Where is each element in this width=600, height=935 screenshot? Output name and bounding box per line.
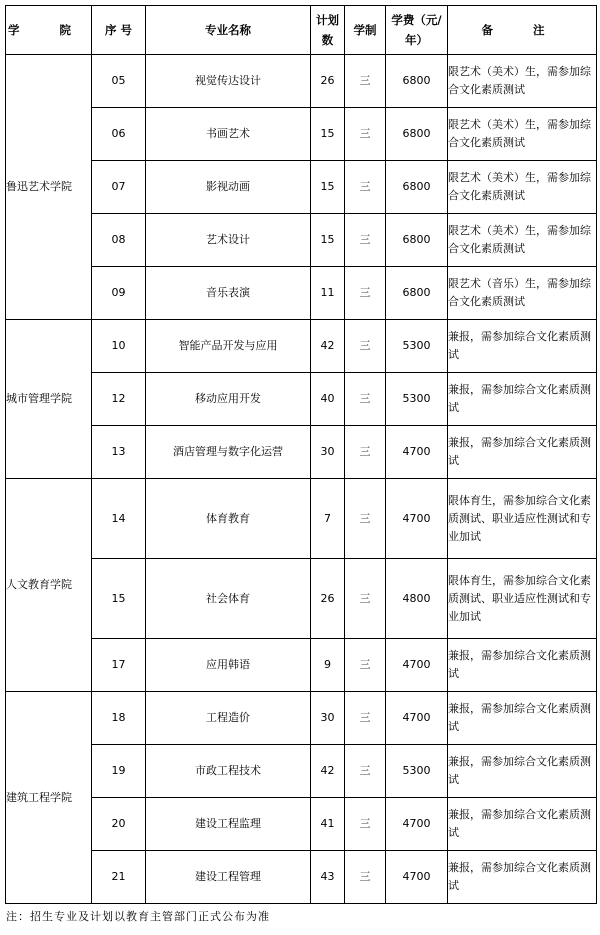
major-cell: 视觉传达设计: [146, 55, 311, 108]
years-cell: 三: [345, 55, 386, 108]
fee-cell: 6800: [386, 161, 448, 214]
major-cell: 工程造价: [146, 692, 311, 745]
years-cell: 三: [345, 214, 386, 267]
fee-cell: 4700: [386, 479, 448, 559]
years-cell: 三: [345, 559, 386, 639]
table-row: [6, 108, 597, 161]
footnote: 注：招生专业及计划以教育主管部门正式公布为准: [6, 910, 270, 923]
fee-cell: 4700: [386, 851, 448, 904]
fee-cell: 4700: [386, 692, 448, 745]
seq-cell: 09: [92, 267, 146, 320]
years-cell: 三: [345, 851, 386, 904]
fee-cell: 6800: [386, 214, 448, 267]
plan-cell: 11: [311, 267, 345, 320]
table-row: [6, 161, 597, 214]
seq-cell: 15: [92, 559, 146, 639]
plan-cell: 26: [311, 559, 345, 639]
years-cell: 三: [345, 479, 386, 559]
major-cell: 酒店管理与数字化运营: [146, 426, 311, 479]
seq-cell: 06: [92, 108, 146, 161]
table-body: [6, 55, 597, 904]
table-row: [6, 55, 597, 108]
remark-cell: 限艺术（美术）生，需参加综合文化素质测试: [448, 108, 597, 161]
plan-cell: 41: [311, 798, 345, 851]
major-cell: 书画艺术: [146, 108, 311, 161]
major-cell: 社会体育: [146, 559, 311, 639]
fee-cell: 5300: [386, 320, 448, 373]
header-college: 学 院: [6, 6, 92, 55]
years-cell: 三: [345, 692, 386, 745]
fee-cell: 6800: [386, 55, 448, 108]
table-row: [6, 692, 597, 745]
plan-cell: 15: [311, 161, 345, 214]
fee-cell: 6800: [386, 108, 448, 161]
table-row: [6, 639, 597, 692]
header-years: 学制: [345, 6, 386, 55]
remark-cell: 限艺术（美术）生，需参加综合文化素质测试: [448, 161, 597, 214]
table-row: [6, 426, 597, 479]
header-fee: 学费（元/年）: [386, 6, 448, 55]
plan-cell: 42: [311, 745, 345, 798]
college-cell: 鲁迅艺术学院: [6, 55, 92, 320]
fee-cell: 4700: [386, 426, 448, 479]
table-row: [6, 851, 597, 904]
years-cell: 三: [345, 373, 386, 426]
table-row: [6, 479, 597, 559]
seq-cell: 13: [92, 426, 146, 479]
plan-cell: 43: [311, 851, 345, 904]
remark-cell: 限艺术（美术）生，需参加综合文化素质测试: [448, 214, 597, 267]
major-cell: 建设工程管理: [146, 851, 311, 904]
seq-cell: 10: [92, 320, 146, 373]
table-row: [6, 798, 597, 851]
major-cell: 移动应用开发: [146, 373, 311, 426]
table-row: [6, 373, 597, 426]
years-cell: 三: [345, 426, 386, 479]
enrollment-plan-table: [5, 5, 597, 904]
seq-cell: 21: [92, 851, 146, 904]
plan-cell: 30: [311, 426, 345, 479]
remark-cell: 兼报，需参加综合文化素质测试: [448, 373, 597, 426]
seq-cell: 12: [92, 373, 146, 426]
header-plan: 计划数: [311, 6, 345, 55]
fee-cell: 4700: [386, 639, 448, 692]
remark-cell: 兼报，需参加综合文化素质测试: [448, 320, 597, 373]
header-remark: 备 注: [448, 6, 597, 55]
table-row: [6, 214, 597, 267]
fee-cell: 6800: [386, 267, 448, 320]
years-cell: 三: [345, 798, 386, 851]
table-row: [6, 559, 597, 639]
plan-cell: 15: [311, 108, 345, 161]
seq-cell: 19: [92, 745, 146, 798]
table-row: [6, 320, 597, 373]
years-cell: 三: [345, 320, 386, 373]
major-cell: 智能产品开发与应用: [146, 320, 311, 373]
remark-cell: 兼报，需参加综合文化素质测试: [448, 639, 597, 692]
seq-cell: 07: [92, 161, 146, 214]
major-cell: 建设工程监理: [146, 798, 311, 851]
plan-cell: 40: [311, 373, 345, 426]
plan-cell: 30: [311, 692, 345, 745]
remark-cell: 限艺术（美术）生，需参加综合文化素质测试: [448, 55, 597, 108]
remark-cell: 限艺术（音乐）生，需参加综合文化素质测试: [448, 267, 597, 320]
table-row: [6, 745, 597, 798]
seq-cell: 17: [92, 639, 146, 692]
remark-cell: 兼报，需参加综合文化素质测试: [448, 426, 597, 479]
seq-cell: 18: [92, 692, 146, 745]
plan-cell: 15: [311, 214, 345, 267]
remark-cell: 兼报，需参加综合文化素质测试: [448, 745, 597, 798]
table-header-row: [6, 6, 597, 55]
remark-cell: 兼报，需参加综合文化素质测试: [448, 692, 597, 745]
remark-cell: 兼报，需参加综合文化素质测试: [448, 851, 597, 904]
seq-cell: 05: [92, 55, 146, 108]
plan-cell: 9: [311, 639, 345, 692]
remark-cell: 限体育生，需参加综合文化素质测试、职业适应性测试和专业加试: [448, 479, 597, 559]
header-seq: 序 号: [92, 6, 146, 55]
fee-cell: 5300: [386, 373, 448, 426]
major-cell: 音乐表演: [146, 267, 311, 320]
years-cell: 三: [345, 639, 386, 692]
seq-cell: 08: [92, 214, 146, 267]
years-cell: 三: [345, 161, 386, 214]
table-row: [6, 267, 597, 320]
major-cell: 艺术设计: [146, 214, 311, 267]
major-cell: 影视动画: [146, 161, 311, 214]
major-cell: 市政工程技术: [146, 745, 311, 798]
college-cell: 建筑工程学院: [6, 692, 92, 904]
plan-cell: 26: [311, 55, 345, 108]
fee-cell: 5300: [386, 745, 448, 798]
years-cell: 三: [345, 745, 386, 798]
college-cell: 城市管理学院: [6, 320, 92, 479]
plan-cell: 42: [311, 320, 345, 373]
major-cell: 应用韩语: [146, 639, 311, 692]
remark-cell: 兼报，需参加综合文化素质测试: [448, 798, 597, 851]
fee-cell: 4700: [386, 798, 448, 851]
major-cell: 体育教育: [146, 479, 311, 559]
years-cell: 三: [345, 108, 386, 161]
remark-cell: 限体育生，需参加综合文化素质测试、职业适应性测试和专业加试: [448, 559, 597, 639]
header-major: 专业名称: [146, 6, 311, 55]
seq-cell: 20: [92, 798, 146, 851]
fee-cell: 4800: [386, 559, 448, 639]
plan-cell: 7: [311, 479, 345, 559]
years-cell: 三: [345, 267, 386, 320]
college-cell: 人文教育学院: [6, 479, 92, 692]
seq-cell: 14: [92, 479, 146, 559]
